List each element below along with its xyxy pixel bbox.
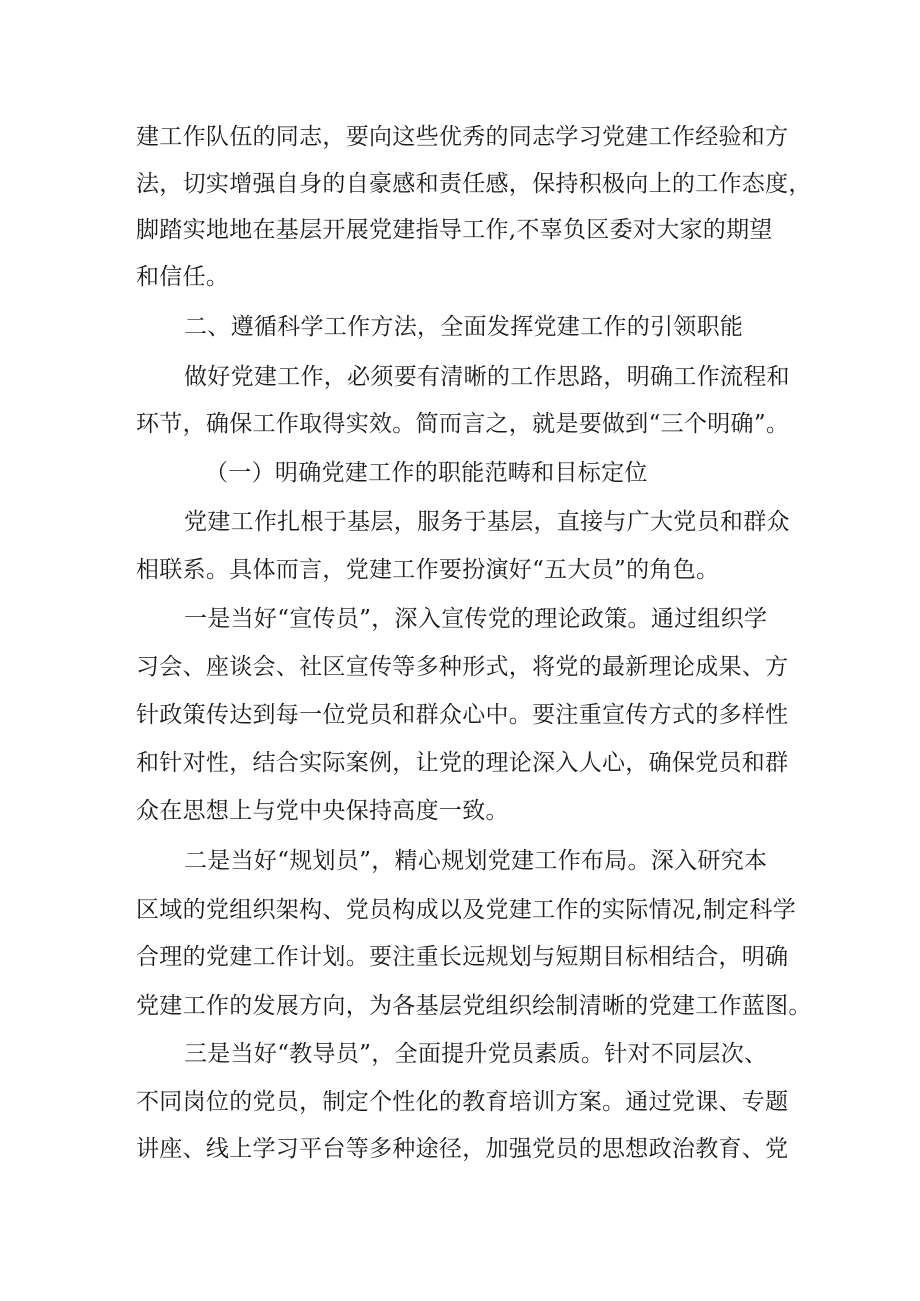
text-line: 环节，确保工作取得实效。简而言之，就是要做到“三个明确”。	[136, 411, 790, 437]
text-line: 建工作队伍的同志，要向这些优秀的同志学习党建工作经验和方	[136, 124, 789, 150]
text-line: 和针对性，结合实际案例，让党的理论深入人心，确保党员和群	[136, 750, 789, 776]
text-line: 党建工作扎根于基层，服务于基层，直接与广大党员和群众	[184, 509, 790, 535]
text-line: 一是当好“宣传员”，深入宣传党的理论政策。通过组织学	[184, 606, 768, 632]
text-line: 党建工作的发展方向，为各基层党组织绘制清晰的党建工作蓝图。	[136, 993, 812, 1019]
text-line: 习会、座谈会、社区宣传等多种形式，将党的最新理论成果、方	[136, 654, 789, 680]
text-line: 三是当好“教导员”，全面提升党员素质。针对不同层次、	[184, 1041, 768, 1067]
text-line: 做好党建工作，必须要有清晰的工作思路，明确工作流程和	[184, 364, 790, 390]
text-line: 众在思想上与党中央保持高度一致。	[136, 798, 509, 824]
text-line: 法，切实增强自身的自豪感和责任感，保持积极向上的工作态度，	[136, 171, 812, 197]
text-line: 相联系。具体而言，党建工作要扮演好“五大员”的角色。	[136, 557, 720, 583]
text-line: 脚踏实地地在基层开展党建指导工作,不辜负区委对大家的期望	[136, 217, 773, 243]
text-line: 针政策传达到每一位党员和群众心中。要注重宣传方式的多样性	[136, 702, 789, 728]
section-heading: 二、遵循科学工作方法，全面发挥党建工作的引领职能	[184, 314, 744, 340]
text-line: 二是当好“规划员”，精心规划党建工作布局。深入研究本	[184, 848, 768, 874]
subsection-heading: （一）明确党建工作的职能范畴和目标定位	[205, 460, 648, 486]
text-line: 区域的党组织架构、党员构成以及党建工作的实际情况,制定科学	[136, 897, 797, 923]
text-line: 合理的党建工作计划。要注重长远规划与短期目标相结合，明确	[136, 944, 789, 970]
text-line: 不同岗位的党员，制定个性化的教育培训方案。通过党课、专题	[136, 1089, 789, 1115]
text-line: 和信任。	[136, 264, 230, 290]
text-line: 讲座、线上学习平台等多种途径，加强党员的思想政治教育、党	[136, 1136, 789, 1162]
